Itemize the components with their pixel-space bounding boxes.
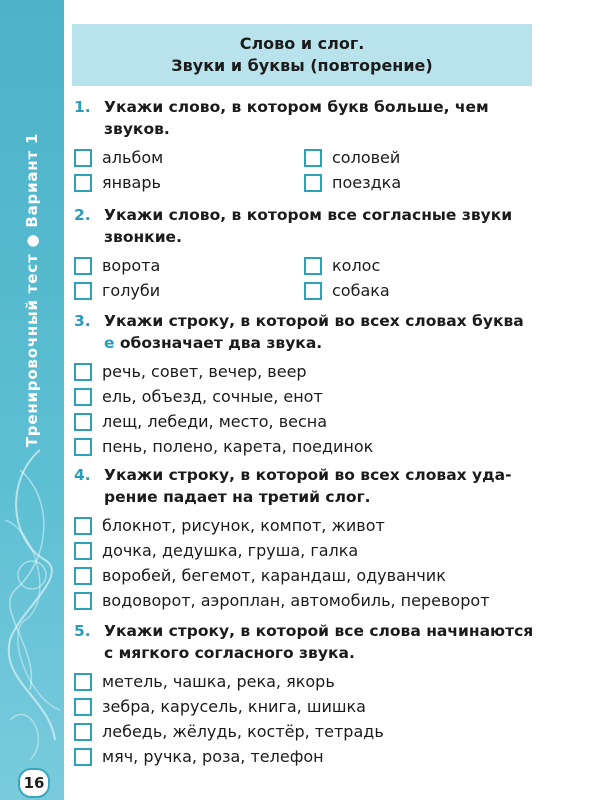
question-text-end: обозначает два звука. — [114, 334, 323, 352]
option-3[interactable] — [74, 719, 538, 744]
question-text: Укажи строку, в которой во всех словах ударение падает на третий слог. — [104, 466, 512, 506]
option-label: дочка, дедушка, груша, галка — [102, 541, 359, 560]
checkbox[interactable] — [74, 517, 92, 535]
checkbox[interactable] — [74, 673, 92, 691]
question-4 — [74, 464, 538, 613]
sidebar — [0, 0, 64, 800]
checkbox[interactable] — [74, 567, 92, 585]
checkbox[interactable] — [304, 174, 322, 192]
option-1[interactable] — [74, 253, 304, 278]
option-label: воробей, бегемот, карандаш, одуванчик — [102, 566, 446, 585]
checkbox[interactable] — [304, 282, 322, 300]
options-grid — [74, 145, 538, 195]
option-3[interactable] — [74, 409, 538, 434]
checkbox[interactable] — [74, 748, 92, 766]
question-1 — [74, 96, 538, 195]
checkbox[interactable] — [304, 149, 322, 167]
option-4[interactable] — [304, 170, 534, 195]
checkbox[interactable] — [74, 698, 92, 716]
checkbox[interactable] — [74, 388, 92, 406]
option-label: поездка — [332, 173, 402, 192]
option-1[interactable] — [74, 359, 538, 384]
option-label: лещ, лебеди, место, весна — [102, 412, 328, 431]
title-line-1: Слово и слог. — [239, 34, 365, 53]
question-text: Укажи слово, в котором все согласные звуки звонкие. — [104, 206, 513, 246]
option-label: соловей — [332, 148, 401, 167]
question-number: 3. — [74, 312, 91, 330]
question-text-start: Укажи строку, в которой во всех словах буква — [104, 312, 524, 330]
option-label: собака — [332, 281, 390, 300]
question-2 — [74, 204, 538, 303]
option-4[interactable] — [74, 744, 538, 769]
option-label: ель, объезд, сочные, енот — [102, 387, 323, 406]
option-2[interactable] — [304, 145, 534, 170]
checkbox[interactable] — [304, 257, 322, 275]
option-label: пень, полено, карета, поединок — [102, 437, 374, 456]
question-5 — [74, 620, 538, 769]
title-box — [72, 24, 532, 86]
checkbox[interactable] — [74, 542, 92, 560]
question-number: 4. — [74, 466, 91, 484]
question-text: Укажи строку, в которой все слова начинаются с мягкого согласного звука. — [104, 622, 534, 662]
option-label: январь — [102, 173, 161, 192]
option-label: мяч, ручка, роза, телефон — [102, 747, 324, 766]
question-text: Укажи слово, в котором букв больше, чем звуков. — [104, 98, 489, 138]
checkbox[interactable] — [74, 438, 92, 456]
option-4[interactable] — [74, 434, 538, 459]
option-1[interactable] — [74, 145, 304, 170]
title-line-2: Звуки и буквы (повторение) — [171, 56, 433, 75]
option-2[interactable] — [74, 538, 538, 563]
option-2[interactable] — [74, 384, 538, 409]
checkbox[interactable] — [74, 592, 92, 610]
option-label: водоворот, аэроплан, автомобиль, переворот — [102, 591, 490, 610]
option-label: лебедь, жёлудь, костёр, тетрадь — [102, 722, 384, 741]
option-3[interactable] — [74, 278, 304, 303]
option-label: зебра, карусель, книга, шишка — [102, 697, 366, 716]
checkbox[interactable] — [74, 282, 92, 300]
checkbox[interactable] — [74, 149, 92, 167]
option-3[interactable] — [74, 170, 304, 195]
checkbox[interactable] — [74, 723, 92, 741]
question-number: 5. — [74, 622, 91, 640]
checkbox[interactable] — [74, 413, 92, 431]
question-number: 2. — [74, 206, 91, 224]
options-list — [74, 513, 538, 613]
option-2[interactable] — [74, 694, 538, 719]
options-list — [74, 669, 538, 769]
option-2[interactable] — [304, 253, 534, 278]
checkbox[interactable] — [74, 174, 92, 192]
option-label: блокнот, рисунок, компот, живот — [102, 516, 385, 535]
checkbox[interactable] — [74, 257, 92, 275]
option-1[interactable] — [74, 513, 538, 538]
option-4[interactable] — [304, 278, 534, 303]
option-label: альбом — [102, 148, 164, 167]
page-number: 16 — [18, 768, 50, 798]
option-label: колос — [332, 256, 381, 275]
option-1[interactable] — [74, 669, 538, 694]
option-4[interactable] — [74, 588, 538, 613]
highlighted-letter: е — [104, 334, 115, 352]
option-3[interactable] — [74, 563, 538, 588]
options-grid — [74, 253, 538, 303]
option-label: метель, чашка, река, якорь — [102, 672, 335, 691]
option-label: ворота — [102, 256, 161, 275]
test-variant-label: Тренировочный тест ● Вариант 1 — [23, 132, 41, 448]
option-label: речь, совет, вечер, веер — [102, 362, 307, 381]
question-3 — [74, 310, 538, 459]
options-list — [74, 359, 538, 459]
question-text — [104, 310, 538, 354]
option-label: голуби — [102, 281, 161, 300]
question-number: 1. — [74, 98, 91, 116]
checkbox[interactable] — [74, 363, 92, 381]
